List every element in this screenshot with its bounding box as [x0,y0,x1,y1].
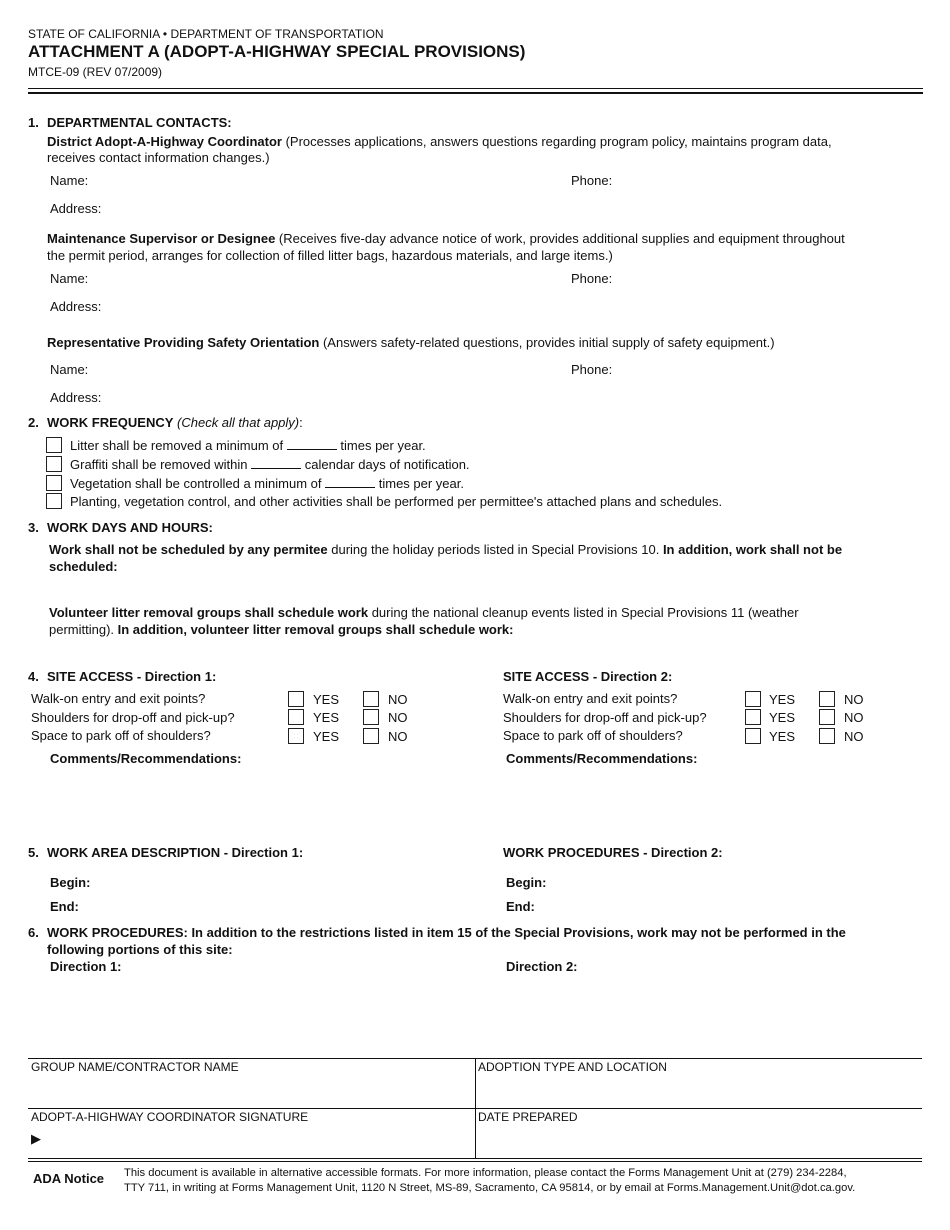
litter-checkbox[interactable] [46,437,62,453]
safety-rep-phone-label: Phone: [571,362,613,377]
dir1-walk-on-yes-label: YES [313,692,340,707]
section-6-line-2: following portions of this site: [47,942,233,957]
coordinator-name-label: Name: [50,173,89,188]
planting-row: Planting, vegetation control, and other activities shall be performed per permittee's attached plans and schedules. [70,494,723,509]
coordinator-signature-label: ADOPT-A-HIGHWAY COORDINATOR SIGNATURE [31,1110,309,1124]
site-access-dir2-heading: SITE ACCESS - Direction 2: [503,669,673,684]
dir2-walk-on-question: Walk-on entry and exit points? [503,691,678,706]
dir2-parking-yes-checkbox[interactable] [745,728,761,744]
dir2-shoulders-question: Shoulders for drop-off and pick-up? [503,710,707,725]
dir1-begin-label: Begin: [50,875,91,890]
graffiti-row: Graffiti shall be removed within calendar days of notification. [70,457,470,472]
date-prepared-label: DATE PREPARED [478,1110,578,1124]
section-3-heading: WORK DAYS AND HOURS: [47,520,213,535]
coordinator-line-2: receives contact information changes.) [47,150,270,165]
dir2-parking-no-checkbox[interactable] [819,728,835,744]
dir1-shoulders-yes-checkbox[interactable] [288,709,304,725]
footer-rule-bottom [28,1161,922,1162]
ada-notice-line-2: TTY 711, in writing at Forms Management Unit, 1120 N Street, MS-89, Sacramento, CA 95814, or by email at Forms.Management.Unit@dot.ca.gov. [124,1182,856,1194]
section-1-heading: DEPARTMENTAL CONTACTS: [47,115,232,130]
dir2-walk-on-yes-checkbox[interactable] [745,691,761,707]
dir2-begin-label: Begin: [506,875,547,890]
signature-arrow-icon: ▶ [31,1131,41,1146]
supervisor-line-1: Maintenance Supervisor or Designee (Receives five-day advance notice of work, provides additional supplies and equipment throughout [47,231,845,246]
volunteer-line-1: Volunteer litter removal groups shall schedule work during the national cleanup events listed in Special Provisions 11 (weather [49,605,799,620]
dir2-parking-no-label: NO [844,729,864,744]
section-1-number: 1. [28,115,39,130]
coordinator-phone-label: Phone: [571,173,613,188]
graffiti-checkbox[interactable] [46,456,62,472]
section-6-line-1: WORK PROCEDURES: In addition to the restrictions listed in item 15 of the Special Provisions, work may not be performed in the [47,925,846,940]
section-6-dir1-label: Direction 1: [50,959,122,974]
dir1-parking-yes-label: YES [313,729,340,744]
dir1-parking-yes-checkbox[interactable] [288,728,304,744]
dir1-walk-on-no-label: NO [388,692,408,707]
form-title: ATTACHMENT A (ADOPT-A-HIGHWAY SPECIAL PROVISIONS) [28,42,526,61]
ada-notice-line-1: This document is available in alternative accessible formats. For more information, please contact the Forms Management Unit at (279) 234-2284, [124,1167,847,1179]
dir1-parking-no-checkbox[interactable] [363,728,379,744]
table-center-divider [475,1058,476,1158]
vegetation-frequency-blank[interactable] [325,476,375,488]
dir1-walk-on-question: Walk-on entry and exit points? [31,691,206,706]
safety-rep-address-label: Address: [50,390,102,405]
dir2-end-label: End: [506,899,535,914]
dir1-walk-on-yes-checkbox[interactable] [288,691,304,707]
section-3-number: 3. [28,520,39,535]
dir1-shoulders-no-label: NO [388,710,408,725]
work-procedures-dir2-heading: WORK PROCEDURES - Direction 2: [503,845,723,860]
vegetation-row: Vegetation shall be controlled a minimum of times per year. [70,476,464,491]
adoption-type-label: ADOPTION TYPE AND LOCATION [478,1060,667,1074]
dir2-comments-label: Comments/Recommendations: [506,751,698,766]
header-rule-bottom [28,92,923,94]
supervisor-line-2: the permit period, arranges for collection of filled litter bags, hazardous materials, and large items.) [47,248,613,263]
work-area-dir1-heading: WORK AREA DESCRIPTION - Direction 1: [47,845,304,860]
dir1-walk-on-no-checkbox[interactable] [363,691,379,707]
dir2-shoulders-yes-checkbox[interactable] [745,709,761,725]
section-6-dir2-label: Direction 2: [506,959,578,974]
holiday-line-1: Work shall not be scheduled by any permitee during the holiday periods listed in Special Provisions 10. In addition, work shall not be [49,542,843,557]
section-6-number: 6. [28,925,39,940]
section-2-number: 2. [28,415,39,430]
dir1-parking-question: Space to park off of shoulders? [31,728,211,743]
form-id: MTCE-09 (REV 07/2009) [28,65,163,79]
supervisor-phone-label: Phone: [571,271,613,286]
dir2-parking-yes-label: YES [769,729,796,744]
dir2-walk-on-yes-label: YES [769,692,796,707]
agency-line: STATE OF CALIFORNIA • DEPARTMENT OF TRANSPORTATION [28,27,384,41]
dir2-walk-on-no-label: NO [844,692,864,707]
dir1-end-label: End: [50,899,79,914]
supervisor-address-label: Address: [50,299,102,314]
dir2-walk-on-no-checkbox[interactable] [819,691,835,707]
safety-rep-name-label: Name: [50,362,89,377]
site-access-dir1-heading: SITE ACCESS - Direction 1: [47,669,217,684]
header-rule-top [28,88,923,89]
supervisor-name-label: Name: [50,271,89,286]
coordinator-line-1: District Adopt-A-Highway Coordinator (Processes applications, answers questions regarding program policy, maintains program data, [47,134,832,149]
dir1-shoulders-yes-label: YES [313,710,340,725]
volunteer-line-2: permitting). In addition, volunteer litter removal groups shall schedule work: [49,622,514,637]
safety-rep-line: Representative Providing Safety Orientation (Answers safety-related questions, provides initial supply of safety equipment.) [47,335,775,350]
litter-frequency-blank[interactable] [287,438,337,450]
coordinator-address-label: Address: [50,201,102,216]
dir1-comments-label: Comments/Recommendations: [50,751,242,766]
graffiti-days-blank[interactable] [251,457,301,469]
dir1-shoulders-no-checkbox[interactable] [363,709,379,725]
vegetation-checkbox[interactable] [46,475,62,491]
dir1-shoulders-question: Shoulders for drop-off and pick-up? [31,710,235,725]
section-4-number: 4. [28,669,39,684]
dir2-parking-question: Space to park off of shoulders? [503,728,683,743]
dir1-parking-no-label: NO [388,729,408,744]
litter-row: Litter shall be removed a minimum of times per year. [70,438,426,453]
section-5-number: 5. [28,845,39,860]
holiday-line-2: scheduled: [49,559,118,574]
footer-rule-top [28,1158,922,1159]
dir2-shoulders-no-label: NO [844,710,864,725]
dir2-shoulders-yes-label: YES [769,710,796,725]
planting-checkbox[interactable] [46,493,62,509]
dir2-shoulders-no-checkbox[interactable] [819,709,835,725]
group-name-label: GROUP NAME/CONTRACTOR NAME [31,1060,239,1074]
ada-notice-label: ADA Notice [33,1171,105,1186]
section-2-heading: WORK FREQUENCY (Check all that apply): [47,415,303,430]
